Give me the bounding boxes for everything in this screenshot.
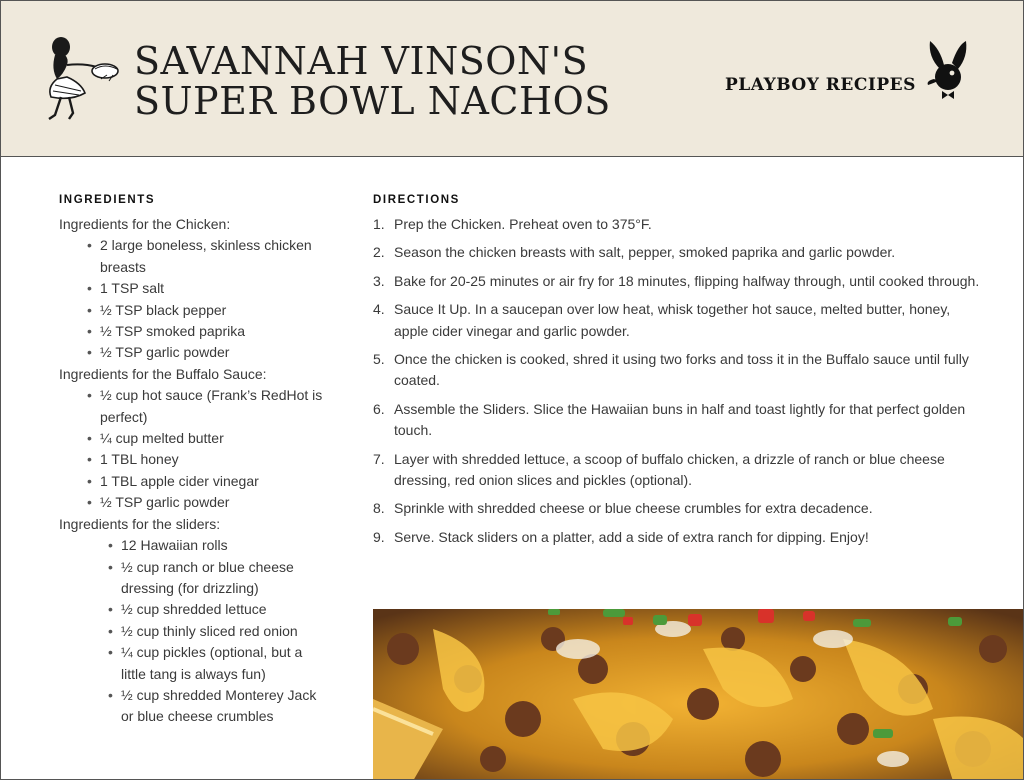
bullet-icon: • bbox=[87, 280, 92, 297]
ingredient-text: 1 TSP salt bbox=[100, 280, 165, 297]
list-item bbox=[87, 235, 329, 278]
step-text: Season the chicken breasts with salt, pepper, smoked paprika and garlic powder. bbox=[394, 244, 896, 261]
ingredient-text: ½ TSP black pepper bbox=[100, 301, 227, 318]
ingredient-group-sauce bbox=[87, 385, 329, 513]
bullet-icon: • bbox=[108, 622, 113, 639]
step-number: 2. bbox=[373, 244, 385, 261]
direction-step bbox=[373, 271, 983, 292]
list-item bbox=[87, 492, 329, 513]
bullet-icon: • bbox=[87, 323, 92, 340]
recipe-title bbox=[134, 41, 611, 121]
brand-name: PLAYBOY RECIPES bbox=[725, 75, 916, 95]
bullet-icon: • bbox=[87, 237, 92, 254]
list-item bbox=[108, 621, 329, 642]
ingredient-text: ½ cup shredded Monterey Jack or blue cheese crumbles bbox=[121, 686, 317, 725]
ingredient-text: ½ cup hot sauce (Frank’s RedHot is perfect) bbox=[100, 387, 323, 425]
ingredient-text: ½ cup thinly sliced red onion bbox=[121, 622, 298, 639]
pinup-illustration-icon bbox=[41, 35, 121, 121]
step-number: 5. bbox=[373, 351, 385, 368]
bullet-icon: • bbox=[108, 537, 113, 554]
ingredient-text: ½ TSP garlic powder bbox=[100, 344, 230, 361]
title-line-2: SUPER BOWL NACHOS bbox=[134, 79, 611, 123]
step-number: 1. bbox=[373, 216, 385, 232]
bullet-icon: • bbox=[87, 451, 92, 468]
direction-step bbox=[373, 399, 983, 442]
bullet-icon: • bbox=[108, 558, 113, 575]
list-item bbox=[108, 557, 329, 600]
list-item bbox=[87, 471, 329, 492]
direction-step bbox=[373, 527, 983, 548]
directions-heading: DIRECTIONS bbox=[373, 194, 460, 206]
ingredient-group-sauce-label: Ingredients for the Buffalo Sauce: bbox=[59, 365, 267, 382]
bullet-icon: • bbox=[108, 686, 113, 703]
title-line-1: SAVANNAH VINSON'S bbox=[134, 39, 589, 83]
list-item bbox=[87, 428, 329, 449]
direction-step bbox=[373, 498, 983, 519]
step-text: Prep the Chicken. Preheat oven to 375°F. bbox=[394, 216, 652, 232]
step-text: Bake for 20-25 minutes or air fry for 18 minutes, flipping halfway through, until cooked through. bbox=[394, 272, 980, 289]
step-number: 4. bbox=[373, 301, 385, 318]
ingredient-text: ½ cup shredded lettuce bbox=[121, 601, 267, 618]
bullet-icon: • bbox=[87, 387, 92, 404]
list-item bbox=[87, 342, 329, 363]
header-banner bbox=[1, 1, 1023, 157]
direction-step bbox=[373, 449, 983, 492]
ingredient-text: ½ TSP garlic powder bbox=[100, 494, 230, 511]
step-text: Layer with shredded lettuce, a scoop of buffalo chicken, a drizzle of ranch or blue cheese dressing, red onion slices and pickles (optional). bbox=[394, 450, 945, 489]
direction-step bbox=[373, 349, 983, 392]
direction-step bbox=[373, 299, 983, 342]
list-item bbox=[87, 449, 329, 470]
bullet-icon: • bbox=[87, 344, 92, 361]
ingredient-text: 1 TBL apple cider vinegar bbox=[100, 472, 259, 489]
list-item bbox=[108, 685, 329, 728]
step-number: 6. bbox=[373, 400, 385, 417]
ingredient-group-sliders bbox=[108, 535, 329, 728]
direction-step bbox=[373, 214, 983, 235]
step-text: Once the chicken is cooked, shred it using two forks and toss it in the Buffalo sauce until fully coated. bbox=[394, 351, 969, 389]
ingredient-text: ¼ cup melted butter bbox=[100, 430, 224, 447]
step-number: 9. bbox=[373, 528, 385, 545]
step-text: Sauce It Up. In a saucepan over low heat, whisk together hot sauce, melted butter, honey, apple cider vinegar and garlic powder. bbox=[394, 301, 951, 339]
direction-step bbox=[373, 242, 983, 263]
list-item bbox=[87, 278, 329, 299]
ingredient-group-chicken-label: Ingredients for the Chicken: bbox=[59, 216, 231, 232]
ingredient-text: ¼ cup pickles (optional, but a little tang is always fun) bbox=[121, 644, 303, 682]
list-item bbox=[87, 321, 329, 342]
ingredient-group-chicken bbox=[87, 235, 329, 363]
step-number: 8. bbox=[373, 500, 385, 517]
ingredients-list bbox=[59, 214, 329, 728]
list-item bbox=[108, 599, 329, 620]
step-number: 7. bbox=[373, 450, 385, 467]
bullet-icon: • bbox=[108, 644, 113, 661]
ingredient-text: 12 Hawaiian rolls bbox=[121, 537, 228, 554]
bullet-icon: • bbox=[87, 472, 92, 489]
step-number: 3. bbox=[373, 272, 385, 289]
bullet-icon: • bbox=[87, 301, 92, 318]
ingredient-group-sliders-label: Ingredients for the sliders: bbox=[59, 515, 221, 532]
ingredient-text: 2 large boneless, skinless chicken breasts bbox=[100, 237, 312, 275]
ingredient-text: ½ TSP smoked paprika bbox=[100, 323, 246, 340]
bullet-icon: • bbox=[108, 601, 113, 618]
ingredient-text: ½ cup ranch or blue cheese dressing (for drizzling) bbox=[121, 558, 294, 596]
list-item bbox=[108, 642, 329, 685]
list-item bbox=[87, 300, 329, 321]
step-text: Assemble the Sliders. Slice the Hawaiian buns in half and toast lightly for that perfect golden touch. bbox=[394, 400, 966, 439]
step-text: Serve. Stack sliders on a platter, add a side of extra ranch for dipping. Enjoy! bbox=[394, 528, 869, 545]
ingredients-heading: INGREDIENTS bbox=[59, 194, 156, 206]
list-item bbox=[87, 385, 329, 428]
bullet-icon: • bbox=[87, 494, 92, 511]
bullet-icon: • bbox=[87, 430, 92, 447]
step-text: Sprinkle with shredded cheese or blue cheese crumbles for extra decadence. bbox=[394, 500, 873, 517]
directions-list bbox=[373, 214, 983, 555]
list-item bbox=[108, 535, 329, 556]
nachos-photo bbox=[373, 609, 1024, 780]
playboy-bunny-logo-icon bbox=[926, 39, 968, 99]
ingredient-text: 1 TBL honey bbox=[100, 451, 179, 468]
